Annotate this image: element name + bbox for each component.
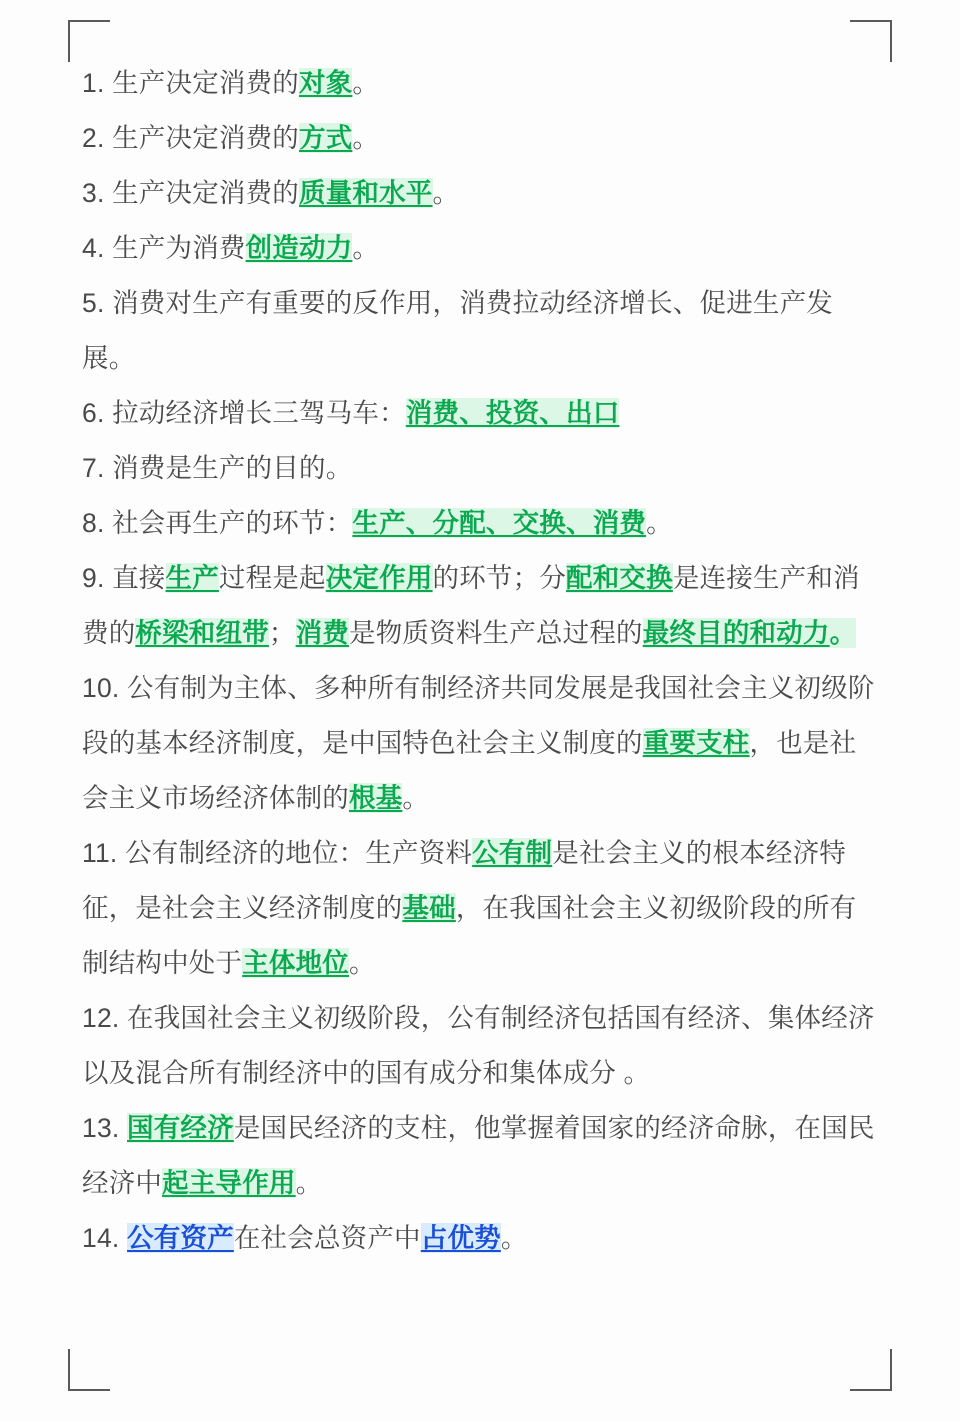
highlighted-text: 方式 [299, 123, 353, 153]
note-item [82, 496, 882, 551]
note-item [82, 441, 882, 496]
note-item-text: 过程是起 [218, 563, 326, 593]
highlighted-text: 国有经济 [127, 1113, 234, 1143]
highlighted-text: 基础 [402, 893, 456, 923]
note-item [82, 276, 882, 386]
note-item-number: 9. [82, 563, 105, 593]
note-item [82, 111, 882, 166]
note-item-text: ，在我国社会主义初级阶段的所有制结构中处于 [82, 893, 857, 978]
highlighted-text: 公有资产 [127, 1223, 234, 1253]
highlighted-text: 生产 [165, 563, 219, 593]
note-item-number: 10. [82, 673, 120, 703]
note-item-number: 6. [82, 398, 105, 428]
highlighted-text: 生产、分配、交换、消费 [352, 508, 647, 538]
note-item-text: 消费是生产的目的。 [112, 453, 353, 483]
note-item [82, 56, 882, 111]
highlighted-text: 质量和水平 [299, 178, 433, 208]
note-item-text: 是国民经济的支柱，他掌握着国家的经济命脉，在国民经济中 [82, 1113, 875, 1198]
highlighted-text: 占优势 [420, 1223, 501, 1253]
note-item [82, 166, 882, 221]
note-item-text: 生产决定消费的 [112, 123, 299, 153]
note-item-text: 在社会总资产中 [233, 1223, 421, 1253]
note-item-text: 社会再生产的环节： [112, 508, 353, 538]
note-item-number: 4. [82, 233, 105, 263]
note-item-text: 。 [349, 948, 376, 978]
note-item-number: 8. [82, 508, 105, 538]
note-item [82, 386, 882, 441]
note-item-text: 。 [402, 783, 430, 813]
note-item-text: 是社会主义的根本经济特征，是社会主义经济制度的 [82, 838, 846, 923]
highlighted-text: 根基 [349, 783, 403, 813]
note-item-text: ，也是社会主义市场经济体制的 [82, 728, 857, 813]
note-item [82, 551, 882, 661]
note-item [82, 221, 882, 276]
highlighted-text: 主体地位 [242, 948, 350, 978]
note-item-text: 拉动经济增长三驾马车： [112, 398, 406, 428]
note-item-text: 。 [352, 233, 380, 263]
highlighted-text: 消费 [295, 618, 350, 648]
note-item-text: 公有制为主体、多种所有制经济共同发展是我国社会主义初级阶段的基本经济制度，是中国特色社会主义制度的 [82, 673, 875, 758]
note-item-text: 的环节；分 [432, 563, 567, 593]
highlighted-text: 对象 [299, 68, 353, 98]
highlighted-text: 创造动力 [245, 233, 353, 263]
note-item-text: 。 [432, 178, 460, 208]
note-item-number: 11. [82, 838, 118, 868]
highlighted-text: 。 [829, 618, 857, 648]
note-item-text: 是连接生产和消费的 [82, 563, 860, 648]
highlighted-text: 公有制 [472, 838, 553, 868]
note-item-number: 13. [82, 1113, 120, 1143]
highlighted-text: 起主导作用 [162, 1168, 296, 1198]
note-item-text: 消费对生产有重要的反作用，消费拉动经济增长、促进生产发展。 [82, 288, 833, 373]
note-item-text: 。 [352, 123, 380, 153]
note-item [82, 661, 882, 826]
note-item-text: 生产决定消费的 [112, 178, 299, 208]
note-item-number: 12. [82, 1003, 120, 1033]
note-item-text: 是物质资料生产总过程的 [349, 618, 643, 648]
note-item-number: 3. [82, 178, 105, 208]
note-item-number: 2. [82, 123, 105, 153]
note-item-text: 。 [500, 1223, 528, 1253]
note-item-text: 生产决定消费的 [112, 68, 299, 98]
notes-list [82, 56, 882, 1361]
highlighted-text: 消费、投资、出口 [405, 398, 620, 428]
note-item-number: 7. [82, 453, 105, 483]
note-item-text: 。 [646, 508, 673, 538]
note-item [82, 991, 882, 1101]
note-item-text: 直接 [112, 563, 166, 593]
highlighted-text: 桥梁和纽带 [135, 618, 269, 648]
note-item [82, 1211, 882, 1266]
note-item-number: 14. [82, 1223, 120, 1253]
note-item-text: 生产为消费 [112, 233, 246, 263]
note-item [82, 826, 882, 991]
note-item-text: 在我国社会主义初级阶段，公有制经济包括国有经济、集体经济以及混合所有制经济中的国有成分和集体成分 。 [82, 1003, 875, 1088]
highlighted-text: 重要支柱 [642, 728, 750, 758]
note-item-number: 5. [82, 288, 105, 318]
highlighted-text: 配和交换 [566, 563, 673, 593]
note-item-text: 。 [295, 1168, 323, 1198]
note-item-number: 1. [82, 68, 105, 98]
highlighted-text: 决定作用 [325, 563, 433, 593]
note-item-text: 。 [352, 68, 380, 98]
highlighted-text: 最终目的和动力 [642, 618, 830, 648]
note-item [82, 1101, 882, 1211]
note-item-text: ； [268, 618, 296, 648]
note-item-text: 公有制经济的地位：生产资料 [125, 838, 473, 868]
